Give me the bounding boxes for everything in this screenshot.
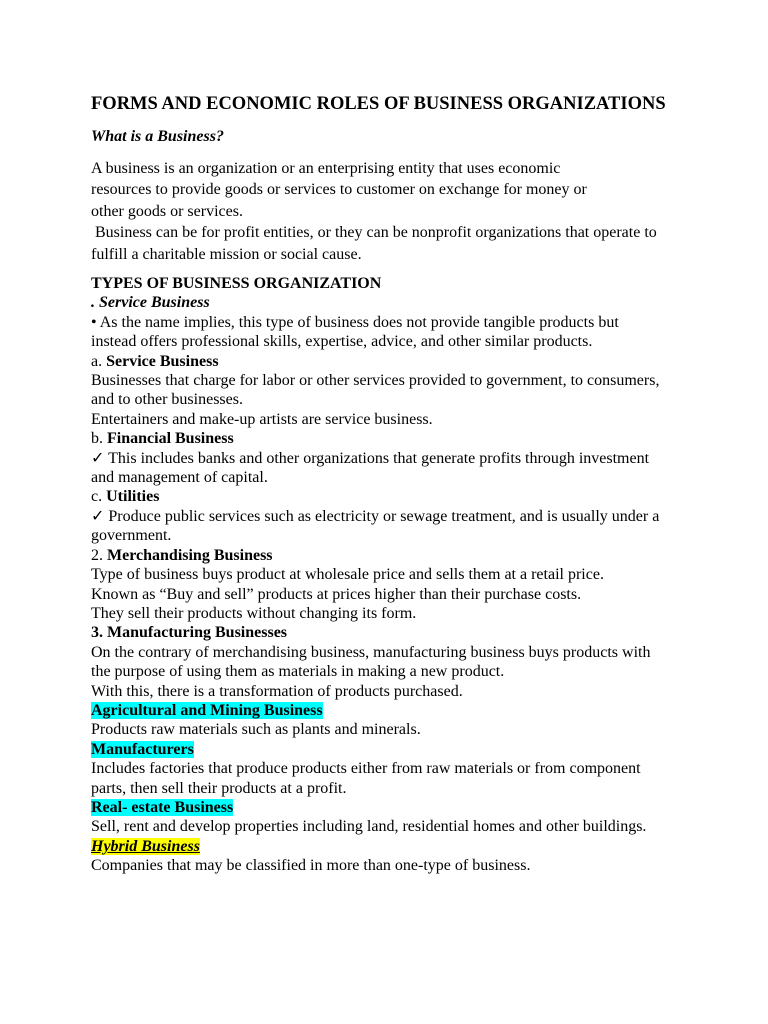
item-label: Merchandising Business [107, 546, 273, 564]
body-line: Includes factories that produce products either from raw materials or from component [91, 760, 641, 778]
item-prefix: 2. [91, 546, 107, 564]
body-line: instead offers professional skills, expertise, advice, and other similar products. [91, 333, 593, 351]
body-line: With this, there is a transformation of products purchased. [91, 682, 463, 700]
subheading-agricultural [91, 701, 691, 720]
item-prefix: c. [91, 488, 107, 506]
body-line: They sell their products without changing its form. [91, 604, 417, 622]
intro-line: A business is an organization or an enterprising entity that uses economic [91, 160, 561, 177]
intro-paragraph [91, 158, 691, 265]
body-line: • As the name implies, this type of business does not provide tangible products but [91, 313, 619, 331]
item-label: Utilities [106, 488, 160, 506]
highlighted-label: Manufacturers [91, 740, 194, 758]
subheading-service [91, 352, 691, 371]
subheading-financial [91, 429, 691, 448]
item-label: Financial Business [107, 430, 234, 448]
body-line: ✓ Produce public services such as electricity or sewage treatment, and is usually under a [91, 507, 660, 525]
body-line: the purpose of using them as materials in making a new product. [91, 663, 505, 681]
subheading-real-estate [91, 798, 691, 817]
body-line: parts, then sell their products at a profit. [91, 779, 347, 797]
body-line: Type of business buys product at wholesale price and sells them at a retail price. [91, 566, 604, 584]
service-heading: . Service Business [91, 294, 210, 312]
body-line: Known as “Buy and sell” products at prices higher than their purchase costs. [91, 585, 582, 603]
body-line: and to other businesses. [91, 391, 243, 409]
body-line: On the contrary of merchandising business, manufacturing business buys products with [91, 643, 651, 661]
intro-line: resources to provide goods or services to customer on exchange for money or [91, 181, 587, 199]
item-prefix: b. [91, 430, 107, 448]
subheading-hybrid [91, 837, 691, 856]
body-line: Sell, rent and develop properties including land, residential homes and other buildings. [91, 818, 647, 836]
highlighted-label: Agricultural and Mining Business [91, 701, 323, 719]
highlighted-label: Real- estate Business [91, 798, 234, 816]
body-line: Businesses that charge for labor or other services provided to government, to consumers, [91, 372, 660, 390]
body-line: government. [91, 527, 172, 545]
highlighted-label: Hybrid Business [91, 837, 200, 855]
body-line: ✓ This includes banks and other organizations that generate profits through investment [91, 449, 650, 467]
subheading-manufacturing: 3. Manufacturing Businesses [91, 624, 288, 642]
document-title: FORMS AND ECONOMIC ROLES OF BUSINESS ORGANIZATIONS [91, 94, 666, 114]
types-heading: TYPES OF BUSINESS ORGANIZATION [91, 275, 382, 292]
item-prefix: a. [91, 352, 107, 370]
subheading-manufacturers [91, 740, 691, 759]
intro-line: Business can be for profit entities, or they can be nonprofit organizations that operate to [91, 224, 657, 242]
intro-line: other goods or services. [91, 202, 243, 220]
item-label: Service Business [106, 352, 219, 370]
section-subtitle: What is a Business? [91, 128, 224, 145]
subheading-merchandising [91, 546, 691, 565]
body-line: and management of capital. [91, 469, 268, 487]
body-line: Entertainers and make-up artists are service business. [91, 410, 433, 428]
body-line: Products raw materials such as plants and minerals. [91, 721, 421, 739]
intro-line: fulfill a charitable mission or social cause. [91, 245, 362, 263]
types-section [91, 274, 691, 876]
subheading-utilities [91, 487, 691, 506]
body-line: Companies that may be classified in more than one-type of business. [91, 857, 531, 875]
